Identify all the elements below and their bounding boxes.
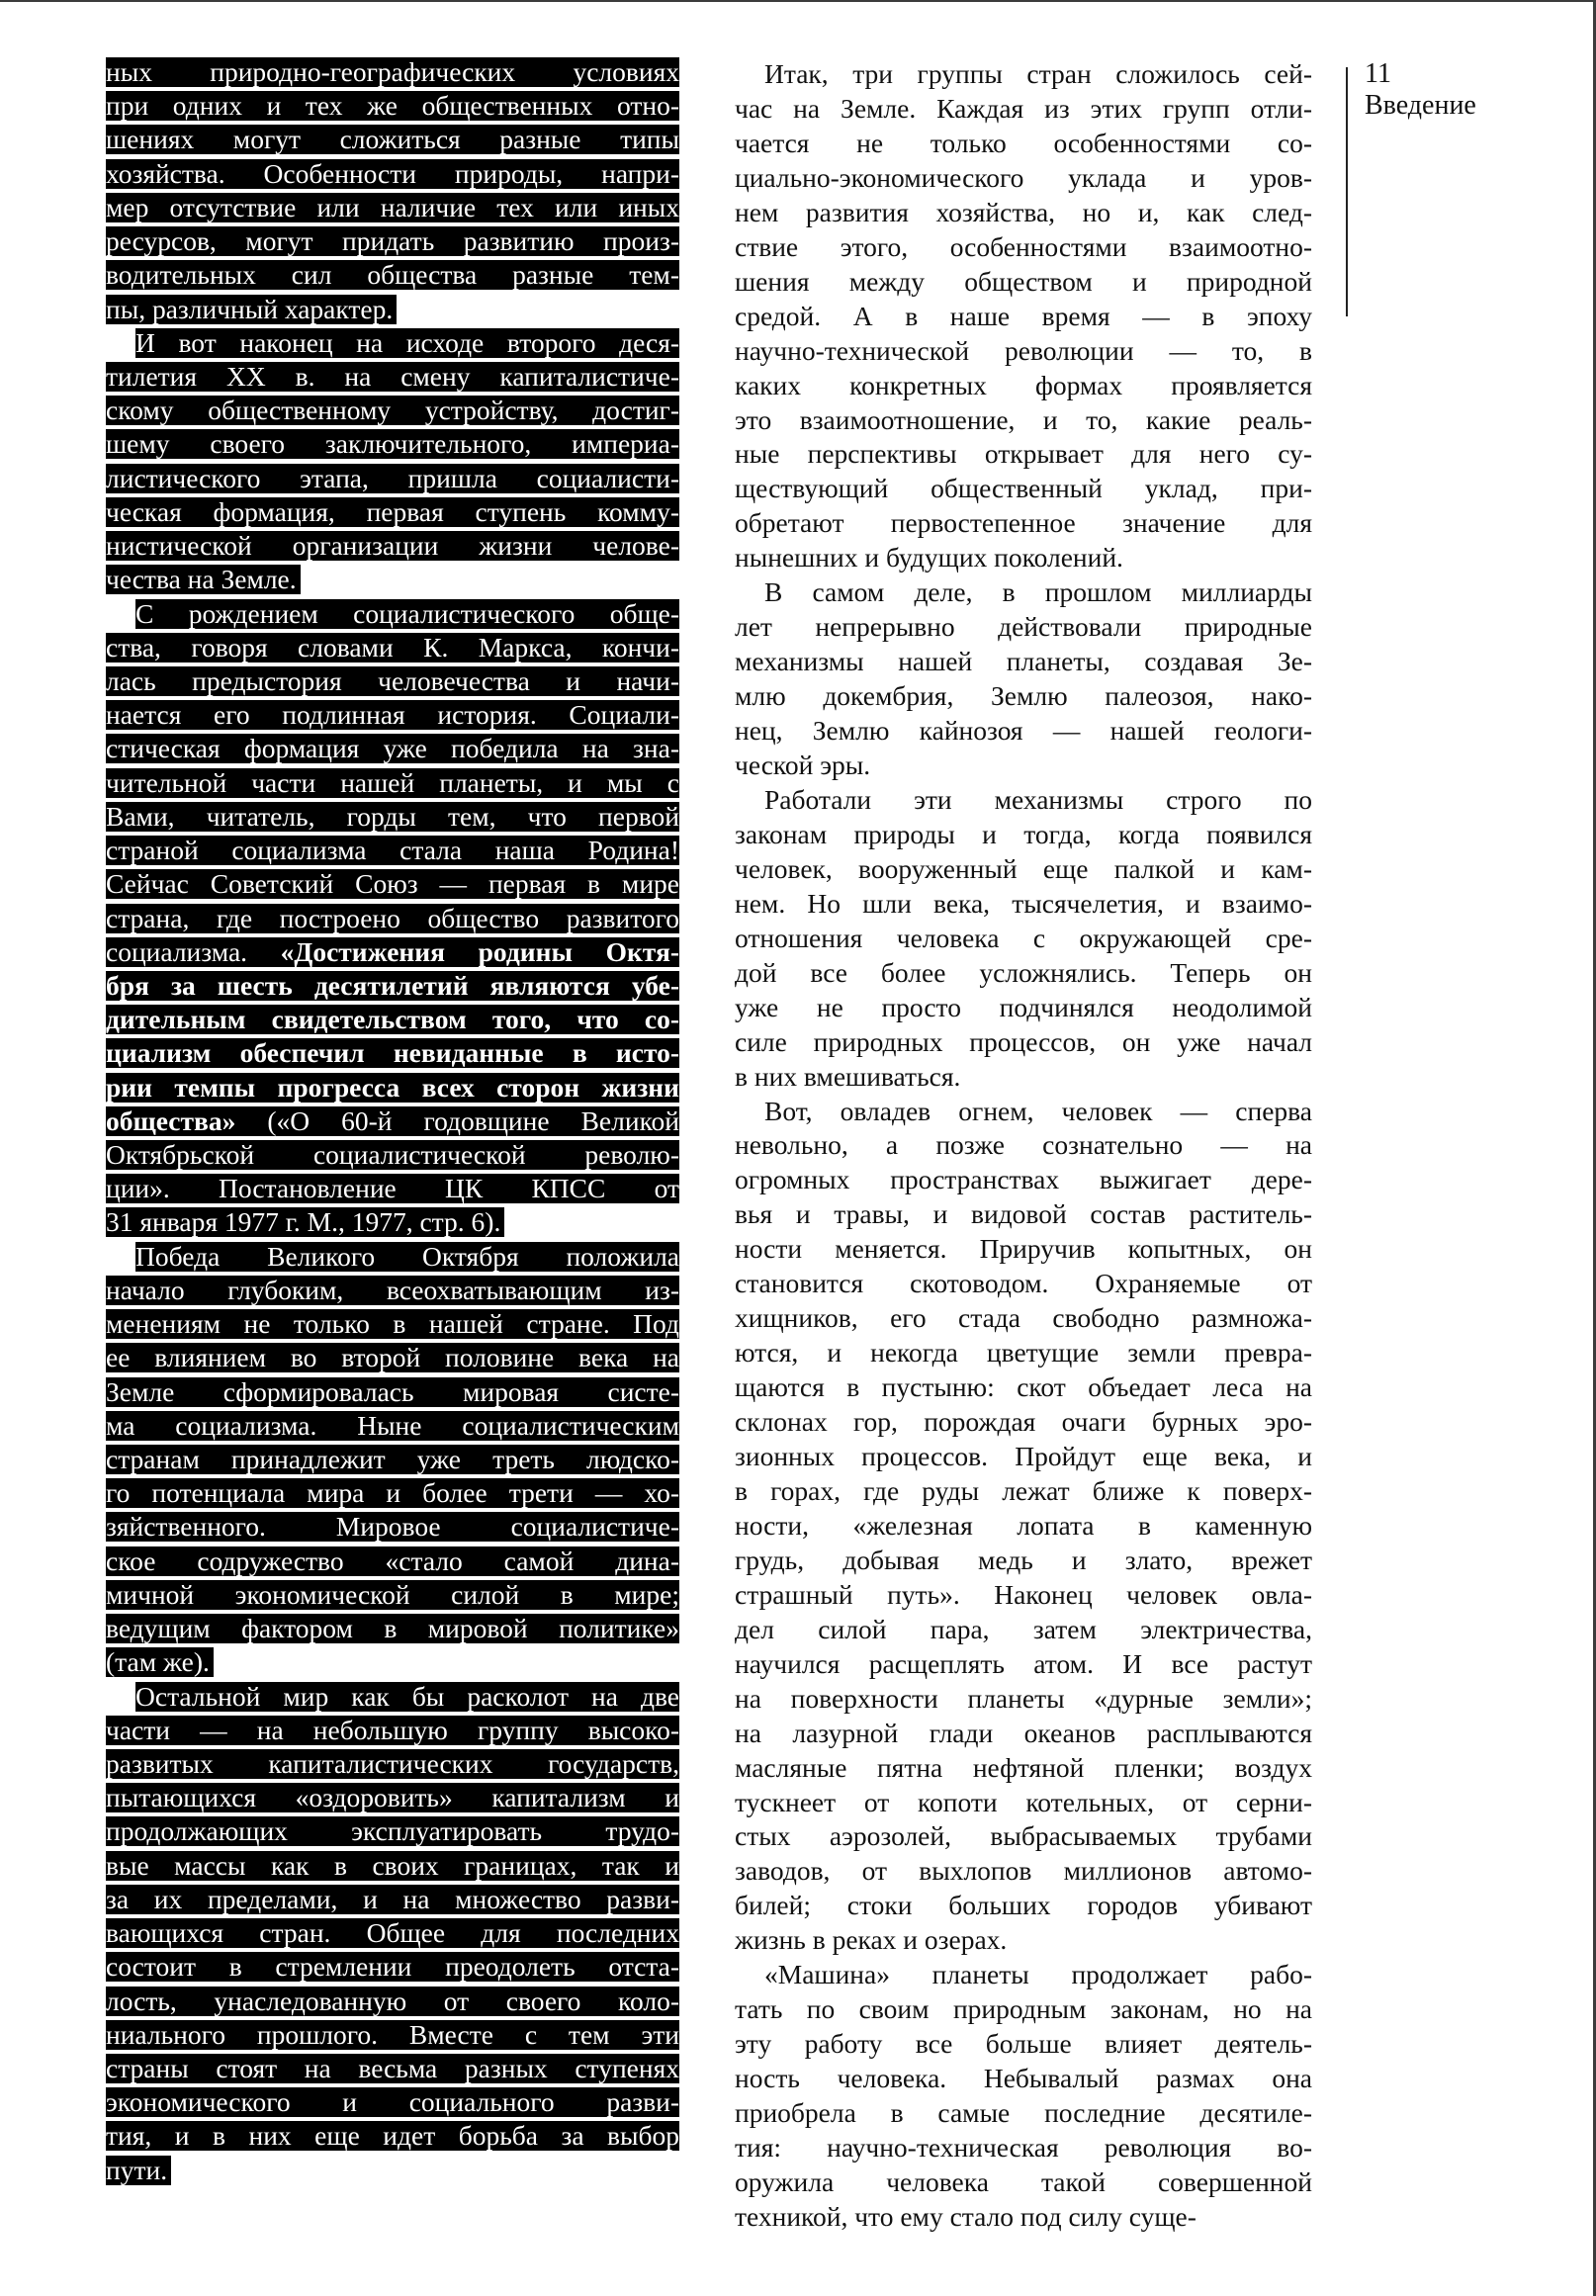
text-line: шениях могут сложиться разные типы [106, 124, 679, 154]
text-line: ных природно-географических условиях [106, 56, 679, 87]
text-line: общества» («О 60-й годовщине Великой [106, 1105, 679, 1136]
text-line: листического этапа, пришла социалисти- [106, 463, 679, 493]
text-line: хищников, его стада свободно размножа- [735, 1302, 1312, 1333]
text-line: огромных пространствах выжигает дере- [735, 1164, 1312, 1194]
text-line: каких конкретных формах проявляется [735, 370, 1312, 400]
text-line: рии темпы прогресса всех сторон жизни [106, 1072, 679, 1103]
text-line: водительных сил общества разные тем- [106, 259, 679, 290]
text-line: скому общественному устройству, достиг- [106, 395, 679, 425]
frame-top-border [0, 0, 1596, 2]
text-line: силе природных процессов, он уже начал [735, 1026, 1312, 1057]
text-line: зяйственного. Мировое социалистиче- [106, 1511, 679, 1542]
text-line: нем. Но шли века, тысячелетия, и взаимо- [735, 888, 1312, 919]
text-line: ское содружество «стало самой дина- [106, 1545, 679, 1576]
text-line: нем развития хозяйства, но и, как след- [735, 197, 1312, 227]
text-line: научно-технической революции — то, в [735, 335, 1312, 366]
text-line: ции». Постановление ЦК КПСС от [106, 1173, 679, 1203]
text-line: тать по своим природным законам, но на [735, 1993, 1312, 2024]
text-line: в них вмешиваться. [735, 1061, 961, 1092]
text-line: тия, и в них еще идет борьба за выбор [106, 2120, 679, 2151]
text-line: хозяйства. Особенности природы, напри- [106, 158, 679, 189]
text-line: циально-экономического уклада и уров- [735, 162, 1312, 193]
text-line: циализм обеспечил невиданные в исто- [106, 1037, 679, 1068]
text-line: менениям не только в нашей стране. Под [106, 1308, 679, 1339]
text-line: страны стоят на весьма разных ступенях [106, 2053, 679, 2083]
text-line: ресурсов, могут придать развитию произ- [106, 225, 679, 256]
text-line: ные перспективы открывает для него су- [735, 438, 1312, 469]
text-line: мичной экономической силой в мире; [106, 1579, 679, 1610]
text-line: на лазурной глади океанов расплываются [735, 1718, 1312, 1748]
text-line: техникой, что ему стало под силу суще- [735, 2201, 1197, 2232]
text-line: ность человека. Небывалый размах она [735, 2063, 1312, 2093]
text-line: стическая формация уже победила на зна- [106, 733, 679, 763]
text-line: ности, «железная лопата в каменную [735, 1510, 1312, 1541]
text-line: жизнь в реках и озерах. [735, 1924, 1008, 1955]
text-line: С рождением социалистического обще- [135, 598, 679, 629]
text-line: ма социализма. Ныне социалистическим [106, 1410, 679, 1441]
text-line: билей; стоки больших городов убивают [735, 1890, 1312, 1920]
text-line: Остальной мир как бы расколот на две [135, 1681, 679, 1712]
text-line: заводов, от выхлопов миллионов автомо- [735, 1855, 1312, 1886]
margin-vertical-rule [1346, 67, 1348, 316]
text-line: И вот наконец на исходе второго деся- [135, 327, 679, 358]
text-line: вья и травы, и видовой состав раститель- [735, 1198, 1312, 1229]
text-line: ее влиянием во второй половине века на [106, 1342, 679, 1372]
text-line: дел силой пара, затем электричества, [735, 1614, 1312, 1644]
text-line: час на Земле. Каждая из этих групп отли- [735, 93, 1312, 124]
text-line: социализма. «Достижения родины Октя- [106, 936, 679, 967]
text-line: страшный путь». Наконец человек овла- [735, 1579, 1312, 1610]
text-line: Итак, три группы стран сложилось сей- [764, 58, 1312, 89]
text-line: приобрела в самые последние десятиле- [735, 2097, 1312, 2128]
text-line: В самом деле, в прошлом миллиарды [764, 576, 1312, 607]
text-line: при одних и тех же общественных отно- [106, 90, 679, 121]
text-line: вые массы как в своих границах, так и [106, 1850, 679, 1881]
text-line: пути. [106, 2156, 171, 2185]
text-line: законам природы и тогда, когда появился [735, 819, 1312, 849]
text-line: отношения человека с окружающей сре- [735, 923, 1312, 953]
text-line: «Машина» планеты продолжает рабо- [764, 1959, 1312, 1989]
text-line: экономического и социального разви- [106, 2086, 679, 2117]
text-line: дительным свидетельством того, что со- [106, 1004, 679, 1034]
text-line: страной социализма стала наша Родина! [106, 835, 679, 865]
text-line: научился расщеплять атом. И все растут [735, 1648, 1312, 1679]
text-line: масляные пятна нефтяной пленки; воздух [735, 1752, 1312, 1783]
text-line: за их пределами, и на множество разви- [106, 1884, 679, 1914]
text-line: механизмы нашей планеты, создавая Зе- [735, 646, 1312, 676]
text-line: становится скотоводом. Охраняемые от [735, 1268, 1312, 1298]
text-line: пытающихся «оздоровить» капитализм и [106, 1782, 679, 1812]
text-line: (там же). [106, 1647, 214, 1677]
text-line: ства, говоря словами К. Маркса, кончи- [106, 632, 679, 662]
page-number: 11 [1365, 58, 1391, 89]
text-line: ются, и некогда цветущие земли превра- [735, 1337, 1312, 1368]
text-line: зионных процессов. Пройдут еще века, и [735, 1441, 1312, 1471]
text-line: человек, вооруженный еще палкой и кам- [735, 853, 1312, 884]
text-line: ческой эры. [735, 750, 871, 780]
text-line: Вот, овладев огнем, человек — сперва [764, 1096, 1312, 1126]
text-line: чества на Земле. [106, 565, 301, 594]
text-line: Вами, читатель, горды тем, что первой [106, 801, 679, 832]
text-line: пы, различный характер. [106, 295, 397, 324]
text-line: бря за шесть десятилетий являются убе- [106, 970, 679, 1001]
text-line: нается его подлинная история. Социали- [106, 699, 679, 730]
text-line: ниального прошлого. Вместе с тем эти [106, 2019, 679, 2050]
text-line: Победа Великого Октября положила [135, 1241, 679, 1272]
text-line: шему своего заключительного, империа- [106, 428, 679, 459]
text-line: дой все более усложнялись. Теперь он [735, 957, 1312, 988]
text-line: чается не только особенностями со- [735, 128, 1312, 158]
text-line: нец, Землю кайнозоя — нашей геологи- [735, 715, 1312, 746]
running-header-section: Введение [1365, 90, 1476, 121]
text-line: лась предыстория человечества и начи- [106, 665, 679, 696]
text-line: лость, унаследованную от своего коло- [106, 1986, 679, 2016]
text-line: продолжающих эксплуатировать трудо- [106, 1815, 679, 1846]
text-line: тилетия XX в. на смену капиталистиче- [106, 361, 679, 392]
text-line: ществующий общественный уклад, при- [735, 473, 1312, 503]
text-line: шения между обществом и природной [735, 266, 1312, 297]
text-line: стых аэрозолей, выбрасываемых трубами [735, 1820, 1312, 1851]
text-line: чительной части нашей планеты, и мы с [106, 767, 679, 798]
text-line: обретают первостепенное значение для [735, 507, 1312, 538]
text-line: щаются в пустыню: скот объедает леса на [735, 1371, 1312, 1402]
text-line: 31 января 1977 г. М., 1977, стр. 6). [106, 1207, 504, 1237]
text-line: тускнеет от копоти котельных, от серни- [735, 1787, 1312, 1817]
text-line: вающихся стран. Общее для последних [106, 1917, 679, 1948]
text-line: состоит в стремлении преодолеть отста- [106, 1951, 679, 1982]
text-line: нистической организации жизни челове- [106, 530, 679, 561]
text-line: страна, где построено общество развитого [106, 903, 679, 933]
text-line: в горах, где руды лежат ближе к поверх- [735, 1475, 1312, 1506]
text-line: части — на небольшую группу высоко- [106, 1715, 679, 1745]
text-line: нынешних и будущих поколений. [735, 542, 1123, 573]
text-line: ведущим фактором в мировой политике» [106, 1613, 679, 1643]
text-line: ности меняется. Приручив копытных, он [735, 1233, 1312, 1264]
text-line: Работали эти механизмы строго по [764, 784, 1312, 815]
text-line: Сейчас Советский Союз — первая в мире [106, 868, 679, 899]
text-line: это взаимоотношение, и то, какие реаль- [735, 404, 1312, 435]
text-line: грудь, добывая медь и злато, врежет [735, 1545, 1312, 1575]
text-line: го потенциала мира и более трети — хо- [106, 1477, 679, 1508]
text-line: средой. А в наше время — в эпоху [735, 301, 1312, 331]
text-line: невольно, а позже сознательно — на [735, 1129, 1312, 1160]
text-line: начало глубоким, всеохватывающим из- [106, 1275, 679, 1305]
text-line: эту работу все больше влияет деятель- [735, 2028, 1312, 2059]
text-line: ческая формация, первая ступень комму- [106, 496, 679, 527]
text-line: странам принадлежит уже треть людско- [106, 1444, 679, 1474]
text-line: Октябрьской социалистической револю- [106, 1139, 679, 1170]
text-line: на поверхности планеты «дурные земли»; [735, 1683, 1312, 1714]
text-line: мер отсутствие или наличие тех или иных [106, 192, 679, 222]
text-line: тия: научно-техническая революция во- [735, 2132, 1312, 2163]
text-line: склонах гор, порождая очаги бурных эро- [735, 1406, 1312, 1437]
text-line: Земле сформировалась мировая систе- [106, 1376, 679, 1407]
text-line: лет непрерывно действовали природные [735, 611, 1312, 642]
text-line: оружила человека такой совершенной [735, 2166, 1312, 2197]
text-line: ствие этого, особенностями взаимоотно- [735, 231, 1312, 262]
text-line: млю докембрия, Землю палеозоя, нако- [735, 680, 1312, 711]
text-line: уже не просто подчинялся неодолимой [735, 992, 1312, 1022]
text-line: развитых капиталистических государств, [106, 1748, 679, 1779]
